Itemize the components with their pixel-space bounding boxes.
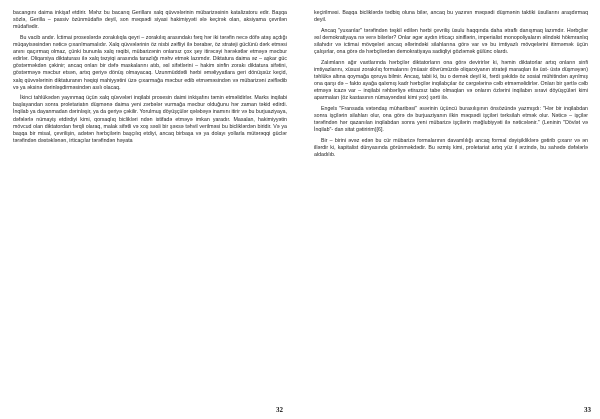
right-paragraph-2: Ancaq "yuxarılar" tərəfindən təşkil edilən hərbi çevriliş üsulu haqqında daha ətraflı danışmaq lazımdır. Hərbçilər əsl demokratiyaya nə verə bilərlər? Onlar əgər aydın irticaçı siniflərin, imperialist monopoliyaların əlindəki hökmranlıq silahıdır və ictimai mövqeləri ancaq əllərindəki silahlarına görə var və bu imtiyazlı mövqelərini itirməmək üçün çalışırlar, ona görə də hərbçilərdən demokratiyaya sadiqliyi gözləmək gülünc olardı. <box>314 27 588 56</box>
page-number-right: 33 <box>584 406 591 414</box>
right-paragraph-1: keçirilməsi. Başqa bicliklərdə tədbiq oluna bilər, ancaq bu yazının məqsədi düşmənin taktiki üsullarını araşdırmaq deyil. <box>314 10 588 24</box>
right-paragraph-5: Bir – birini əvəz edən bu cür mübarizə formalarının davamlılığı ancaq formal dəyişikliklərə gətirib çıxarır və ən illərdir ki, kapitalist dünyasında görünməkdədir. Bu əzmiş kimi, proletariat artıq yüz il ərzində, bu sahədə dəfələrlə aldadılıb. <box>314 137 588 158</box>
left-paragraph-2: Bu vacib andır. İctimai proseslərdə zorakılıqla qeyri – zorakılıq arasındakı fərq hər iki tərəfin necə döfə atəş açdığı müqayisəsindən nəticə çıxarılmamalıdır. Xalq qüvvələrinin öz nisbi zəifliyi ilə bərabər, öz strateji güclünü dərk etməsi anını qaçırmaq olmaz, çünki bununla xalq rəqibi, mübarizənin onlarsız çox şey itirəcəyi hərəkətlər etməyə məcbur edirlər. Oliqarxiya diktaturası ilə xalq təzyiqi arasında tarazlığı məhv etmək lazımdır. Diktatura daima əz – aşkar güc göstərməkdən çəkinir; ancaq onları bir dəfə maskalarını atıb, əsl sifətlərini – hakim sinfin zorakı diktatura sifətini, göstərməyə məcbur etsən, artıq geriyə dönüş olmayacaq. Uzunmüddətli hərbi əməliyyatlara geri dönüşsüz keçid, xalq qüvvələrinin diktaturanın həqiqi mahiyyətini üzə çıxarmağa məcbur edib etməməsindən və mübarizəni zəiflədib və ya əksinə dərinləşdirməsindən asılı olacaq. <box>13 34 287 91</box>
page-number-left: 32 <box>276 406 283 414</box>
left-paragraph-3: İkinci tahlükədən yayınmaq üçün xalq qüvvələri inqilabi prosesin daimi inkişafını təmin etməlidirlər. Marks inqilabi başlayandan sonra proletariatın düşmənə daima yeni zərbələr vurmağa məcbur olduğunu hər zaman təkid edirdi. İnqilab ya dayanmadan dərinləşir, ya da geriyə çəkilir. Yorulmuş döyüşçülər qələbəyə inamını itirir və bu burjuaziyaya, dəfələrlə nümayiş etdirdiyi kimi, qorxaqlıq biclikləri ndən istifadə etməyə imkan yaradır. Masalan, hakimiyyətin mövcud olan diktatordan fərqli olaraq, malak sifətli və xoş səsli bir şəxsə təhvil verilməsi bu bicliklərdən biridir. Və ya başqa bir misal, çevrilişin, adətən hərbçilərin başçılıq etdiyi, ancaq birbaşa və ya dolayı yollarla mütərəqqi güclər tərəfindən dəstəklənən, irticaçılar tərəfindən həyata <box>13 95 287 144</box>
right-page <box>300 0 600 419</box>
left-paragraph-1: bacangını daima inkişaf etdirir. Məhz bu bacarıq Gerillanı xalq qüvvələrinin mübarizəsinin katalizatoru edir. Başqa sözlə, Gerilla – passiv özünmüdafiə deyil, son məqsədi siyasi hakimiyyəti ələ keçirək olan, aksiyama çevrilən müdafiədir. <box>13 10 287 31</box>
right-paragraph-4: Engels "Fransada vətəndaş müharibəsi" əsərinin üçüncü buraxılışının önsözündə yazmışdı: "Hər bir inqilabdan sonra işçilərin silahları olur, ona görə də burjuaziyanın ilkin məqsədi işçiləri tərksilah etmək olur. Nəticə – işçilər tərəfindən hər qazanılan inqilabdan sonra yeni mübarizə işçilərin məğlubiyyəti ilə nəticələnir." (Leninin "Dövlət və İnqilab"- dan sitat gətiririm)[6]. <box>314 105 588 134</box>
right-paragraph-3: Zalımların ağır vaxtlarında hərbçilər diktatorların ona görə devirirlər ki, həmin diktatorlar artıq onların sinfi imtiyazlarını, xüsusi zorakılıq formalarını (müasir dövrümüzdə oliqarxiyanın strateji maraqları ilə üst- üstə düşməyən) təhlükə altına qoymağa qoruya bilmir. Ancaq, tabii ki, bu o demək deyil ki, fərdi şəkildə öz sosial mühitindən ayrılmış ona qarşı də – fakto ayağa qalxmış kadr hərbçilər inqilabçılar öz cərgələrinə cəlb etməməlidirlər. Onları bir şərtlə cəlb etməyə icazə var – inqilabi rəhbərliyə etirazsız tabe olmaqları və onların özlərini inqilabın sıravi döyüşçüləri kimi aparmaları (öz kastasının nümayəndəsi kimi yox) şərti ilə. <box>314 59 588 102</box>
